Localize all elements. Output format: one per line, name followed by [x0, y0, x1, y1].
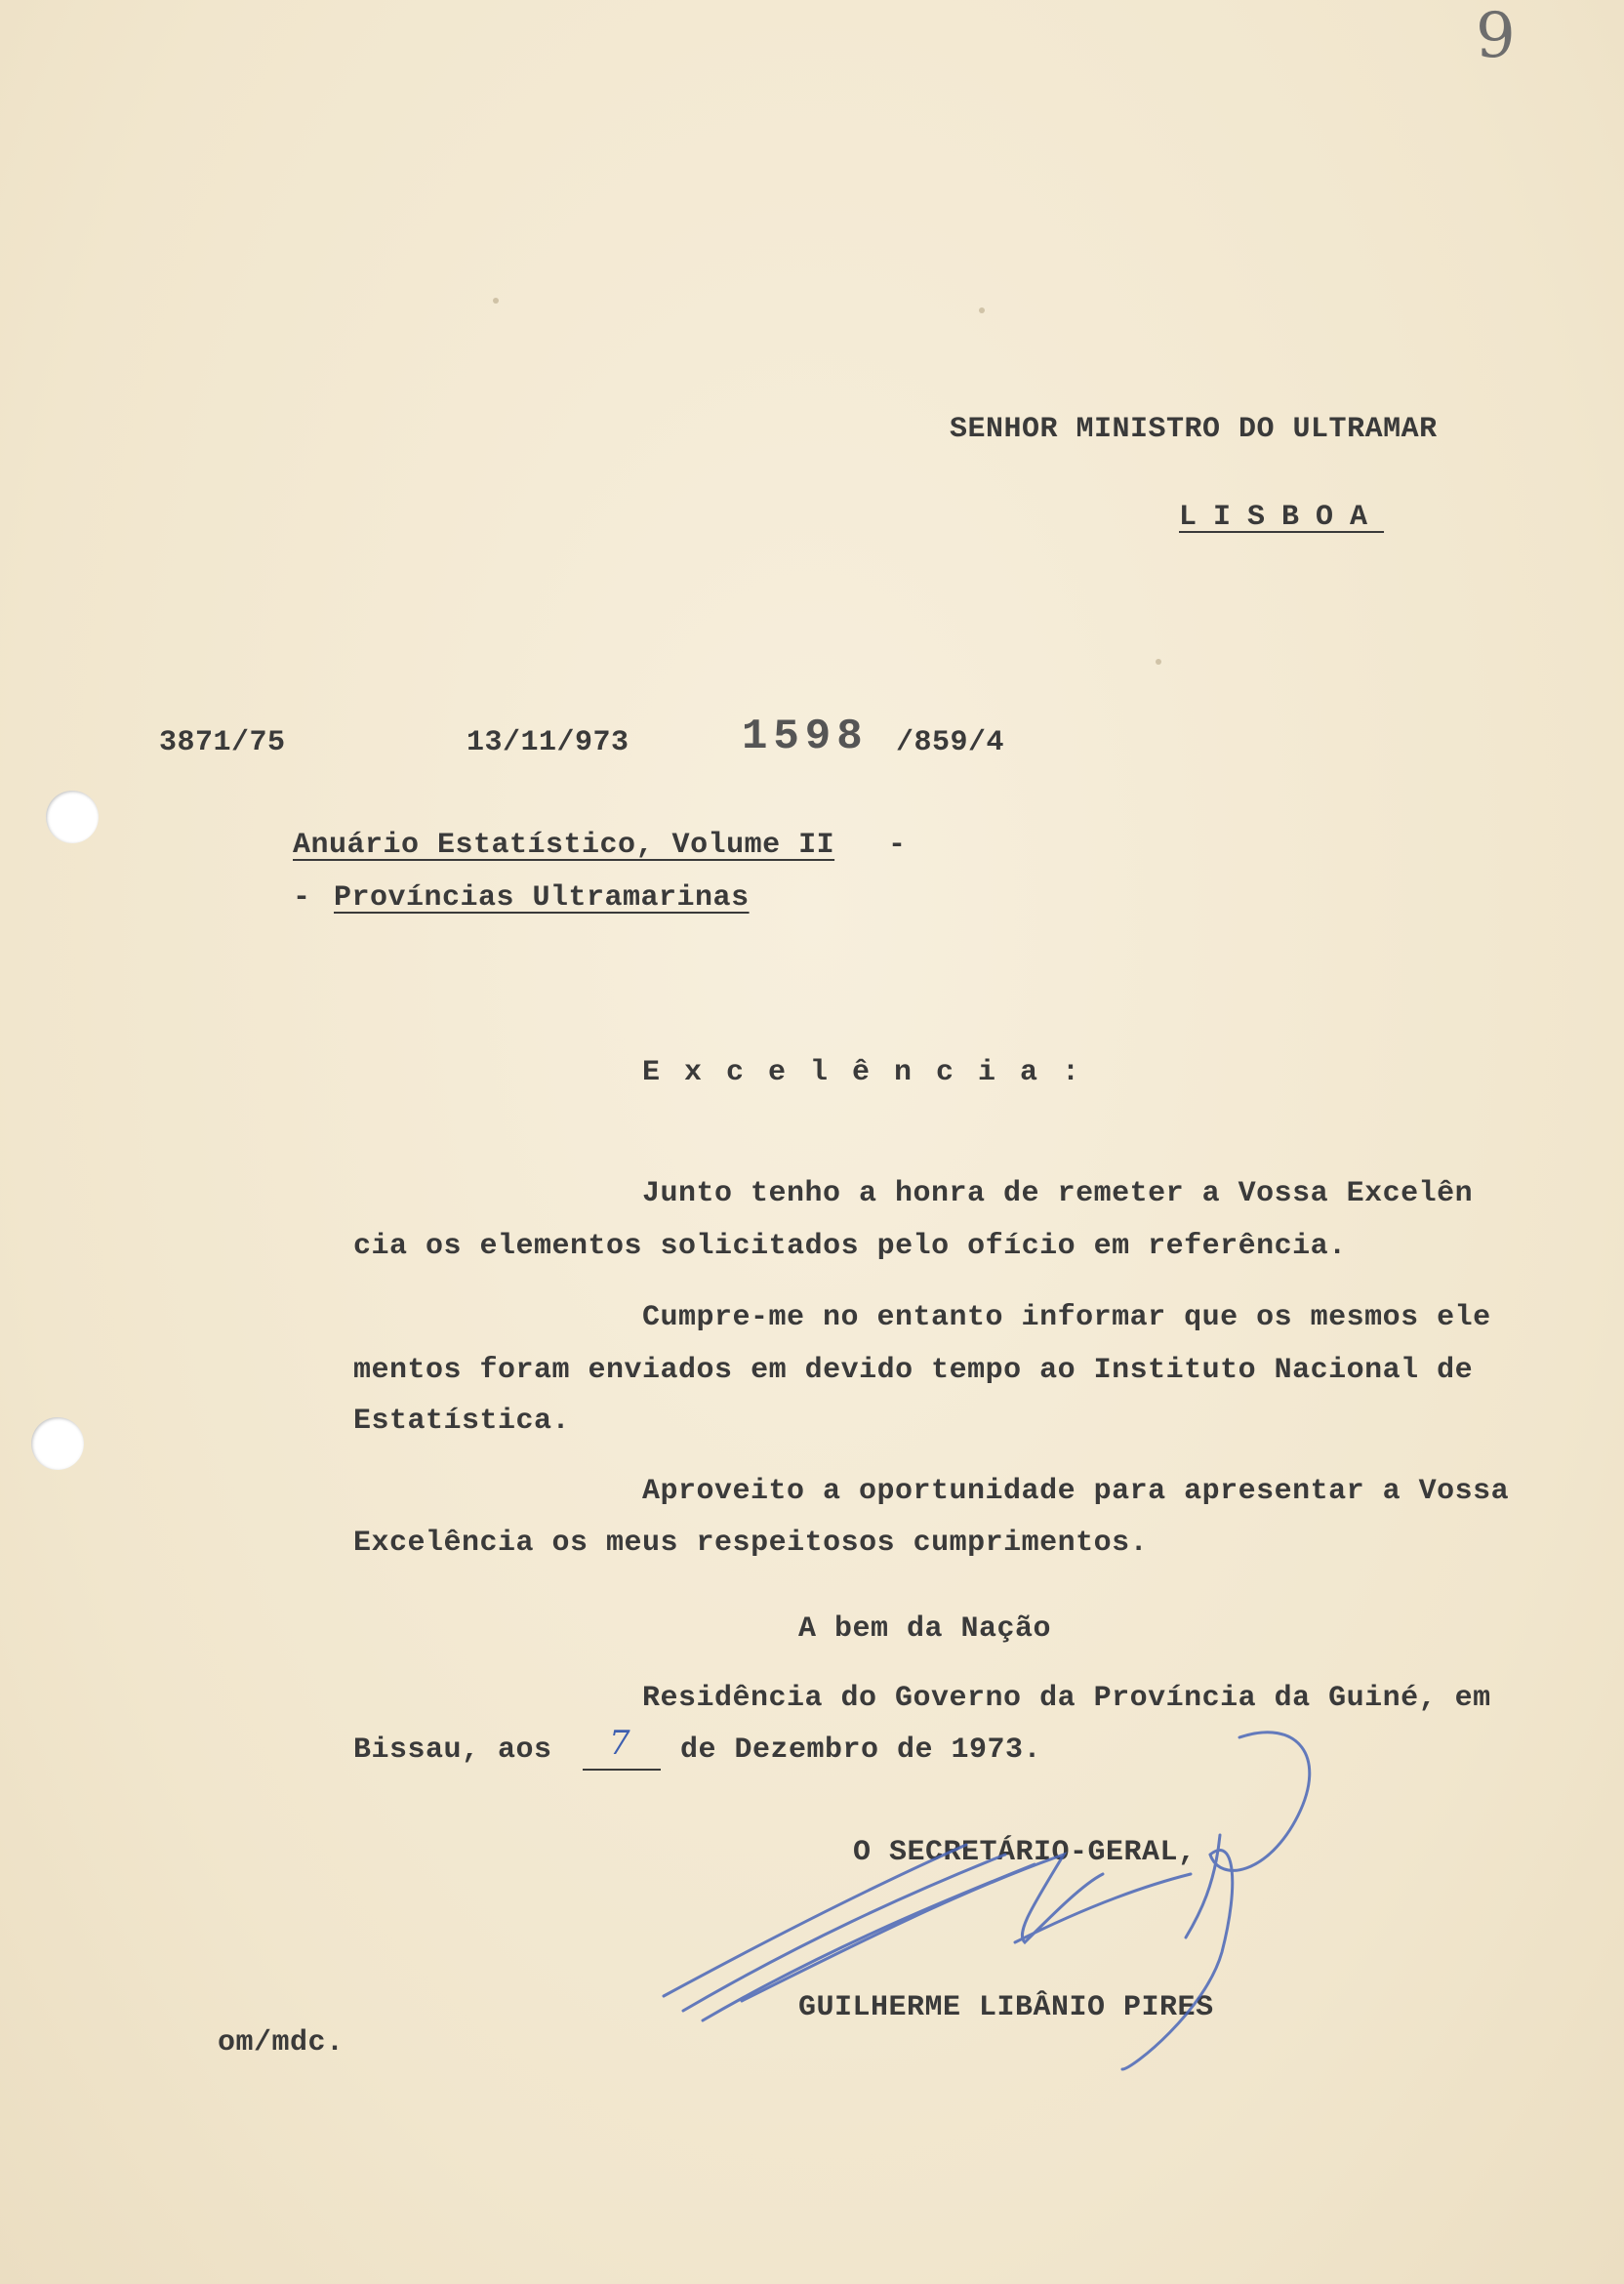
typist-initials: om/mdc.: [218, 2026, 345, 2060]
closing-place-line-1: Residência do Governo da Província da Guiné, em: [642, 1682, 1491, 1715]
salutation: Excelência:: [642, 1056, 1105, 1089]
body-p3-line-2: Excelência os meus respeitosos cumprimentos.: [353, 1527, 1149, 1560]
body-p2-line-1: Cumpre-me no entanto informar que os mesmos ele: [642, 1301, 1491, 1334]
stamped-number: 1598: [742, 713, 869, 761]
body-p1-line-2: cia os elementos solicitados pelo ofício em referência.: [353, 1230, 1347, 1263]
signatory-name: GUILHERME LIBÂNIO PIRES: [798, 1991, 1214, 2024]
body-p2-line-3: Estatística.: [353, 1405, 571, 1438]
subject-dash-2: -: [293, 881, 311, 915]
reference-date: 13/11/973: [467, 726, 629, 759]
closing-place-prefix: Bissau, aos: [353, 1733, 552, 1767]
subject-line-2: Províncias Ultramarinas: [334, 881, 750, 915]
addressee-line: SENHOR MINISTRO DO ULTRAMAR: [950, 413, 1438, 446]
subject-dash-1: -: [888, 829, 907, 862]
reference-number: 3871/75: [159, 726, 286, 759]
body-p2-line-2: mentos foram enviados em devido tempo ao Instituto Nacional de: [353, 1354, 1474, 1387]
closing-place-suffix: de Dezembro de 1973.: [680, 1733, 1042, 1767]
closing-motto: A bem da Nação: [798, 1612, 1052, 1646]
reference-file: /859/4: [896, 726, 1005, 759]
body-p3-line-1: Aproveito a oportunidade para apresentar a Vossa: [642, 1475, 1510, 1508]
signatory-title: O SECRETÁRIO-GERAL,: [853, 1836, 1197, 1869]
page-number: 9: [1476, 0, 1516, 72]
body-p1-line-1: Junto tenho a honra de remeter a Vossa Excelên: [642, 1177, 1474, 1210]
addressee-city: LISBOA: [1179, 501, 1385, 534]
subject-line-1: Anuário Estatístico, Volume II: [293, 829, 835, 862]
handwritten-day: 7: [609, 1724, 630, 1763]
